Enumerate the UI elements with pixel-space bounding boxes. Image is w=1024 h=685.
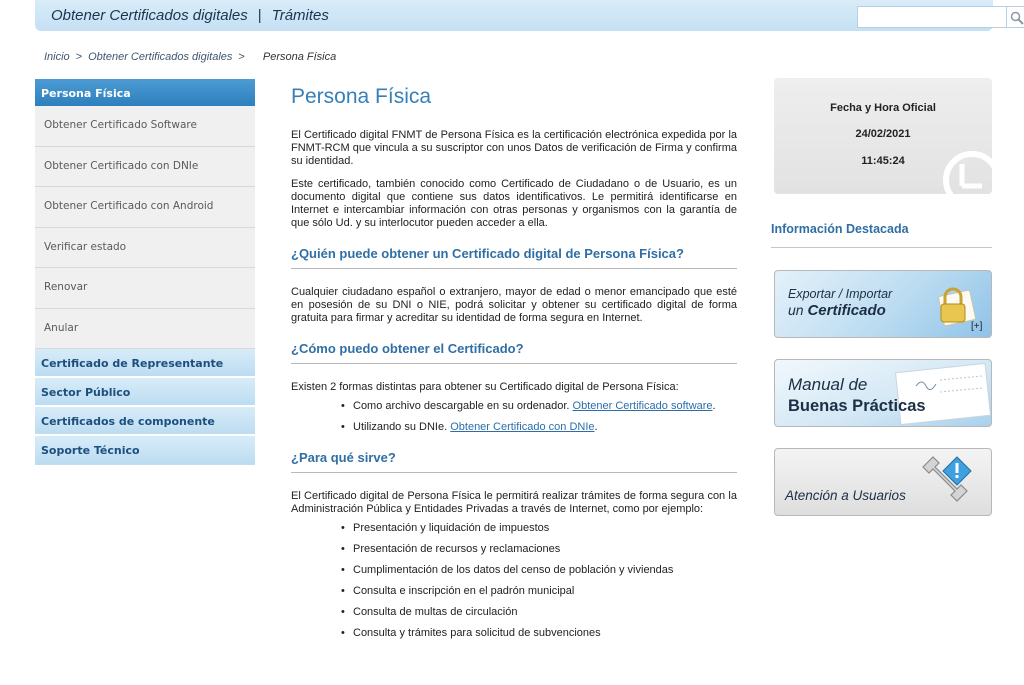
banner1-line2-prefix: un <box>788 302 808 318</box>
list-item: • Presentación y liquidación de impuestos <box>341 522 737 543</box>
sidebar-category-componente[interactable]: Certificados de componente <box>35 407 255 436</box>
sidebar-item-obtener-android[interactable]: Obtener Certificado con Android <box>35 187 255 228</box>
list-item <box>341 400 737 421</box>
sidebar-category-soporte-tecnico[interactable]: Soporte Técnico <box>35 436 255 465</box>
banner2-line1: Manual de <box>788 375 868 394</box>
section-text-para-que: El Certificado digital de Persona Física le permitirá realizar trámites de forma segura con la Administración Pública y Entidades Privadas a través de Internet, como por ejemplo: <box>291 490 737 515</box>
banner-buenas-practicas[interactable] <box>774 359 992 427</box>
list-item: • Presentación de recursos y reclamaciones <box>341 543 737 564</box>
datetime-date: 24/02/2021 <box>855 128 911 140</box>
list-item <box>341 421 737 442</box>
sidebar-item-obtener-software[interactable]: Obtener Certificado Software <box>35 106 255 147</box>
nav-link-tramites[interactable]: Trámites <box>271 7 329 24</box>
official-datetime-box <box>774 78 992 194</box>
section-title-como: ¿Cómo puedo obtener el Certificado? <box>291 341 737 364</box>
top-nav-links <box>51 7 329 24</box>
search-button[interactable] <box>1007 6 1024 28</box>
breadcrumb-home[interactable]: Inicio <box>44 51 70 63</box>
sidebar-header-persona-fisica[interactable]: Persona Física <box>35 79 255 106</box>
datetime-time: 11:45:24 <box>861 155 905 167</box>
sidebar-item-renovar[interactable]: Renovar <box>35 268 255 309</box>
banner-atencion-usuarios[interactable] <box>774 448 992 516</box>
datetime-label: Fecha y Hora Oficial <box>830 102 936 114</box>
search-input[interactable] <box>857 6 1007 28</box>
banner1-line2-bold: Certificado <box>807 302 886 319</box>
nav-link-obtener-certificados[interactable]: Obtener Certificados digitales <box>51 7 248 24</box>
banner2-line2: Buenas Prácticas <box>788 397 926 415</box>
list-item-text: Utilizando su DNIe. <box>353 421 451 433</box>
sidebar-item-anular[interactable]: Anular <box>35 309 255 350</box>
page-title: Persona Física <box>291 85 432 108</box>
link-obtener-dnie[interactable]: Obtener Certificado con DNIe <box>450 421 595 433</box>
list-item: • Consulta de multas de circulación <box>341 606 737 627</box>
banner1-line2 <box>788 302 886 319</box>
ways-list <box>341 400 737 442</box>
breadcrumb-separator: > <box>238 51 245 63</box>
clock-icon <box>942 150 992 194</box>
sidebar-category-representante[interactable]: Certificado de Representante <box>35 349 255 378</box>
banner1-line1: Exportar / Importar <box>788 287 893 301</box>
section-title-para-que: ¿Para qué sirve? <box>291 450 737 473</box>
section-text-quien: Cualquier ciudadano español o extranjero, mayor de edad o menor emancipado que esté en posesión de su DNI o NIE, podrá solicitar y obtener su certificado digital de forma gratuita para firmar y acreditar su identidad de forma segura en Internet. <box>291 286 737 324</box>
document-icon <box>890 362 992 426</box>
featured-info-title: Información Destacada <box>771 222 909 236</box>
breadcrumb <box>44 51 336 63</box>
list-item: • Consulta e inscripción en el padrón municipal <box>341 585 737 606</box>
list-item-text: Como archivo descargable en su ordenador. <box>353 400 573 412</box>
breadcrumb-current: Persona Física <box>262 51 337 63</box>
breadcrumb-separator: > <box>75 51 83 63</box>
section-title-quien: ¿Quién puede obtener un Certificado digital de Persona Física? <box>291 246 737 269</box>
sidebar-category-sector-publico[interactable]: Sector Público <box>35 378 255 407</box>
list-item: • Consulta y trámites para solicitud de subvenciones <box>341 627 737 648</box>
main-content <box>291 85 737 648</box>
list-item: • Cumplimentación de los datos del censo de población y viviendas <box>341 564 737 585</box>
banner1-more-link[interactable]: [+] <box>971 321 983 332</box>
list-item-end: . <box>712 400 716 412</box>
intro-paragraph-1: El Certificado digital FNMT de Persona Física es la certificación electrónica expedida por la FNMT-RCM que vincula a su suscriptor con unos Datos de verificación de Firma y confirma su identidad. <box>291 129 737 167</box>
link-obtener-software[interactable]: Obtener Certificado software <box>572 400 713 412</box>
sidebar <box>35 79 255 465</box>
search-icon <box>1010 11 1024 25</box>
section-text-como: Existen 2 formas distintas para obtener su Certificado digital de Persona Física: <box>291 381 679 393</box>
nav-separator: | <box>257 7 262 24</box>
top-nav-bar <box>35 0 993 31</box>
uses-list <box>341 522 737 648</box>
sidebar-item-verificar-estado[interactable]: Verificar estado <box>35 228 255 269</box>
intro-paragraph-2: Este certificado, también conocido como Certificado de Ciudadano o de Usuario, es un documento digital que contiene sus datos identificativos. Le permitirá identificarse en Internet e intercambiar información con otras personas y organismos con la garantía de que sólo Ud. y su interlocutor pueden acceder a ella. <box>291 178 737 229</box>
banner-exportar-importar[interactable] <box>774 270 992 338</box>
sidebar-item-obtener-dnie[interactable]: Obtener Certificado con DNIe <box>35 147 255 188</box>
featured-divider <box>771 247 992 248</box>
wrench-info-icon <box>917 453 977 511</box>
breadcrumb-obtener-certificados[interactable]: Obtener Certificados digitales <box>88 51 233 63</box>
list-item-end: . <box>594 421 598 433</box>
banner3-text: Atención a Usuarios <box>785 488 906 503</box>
